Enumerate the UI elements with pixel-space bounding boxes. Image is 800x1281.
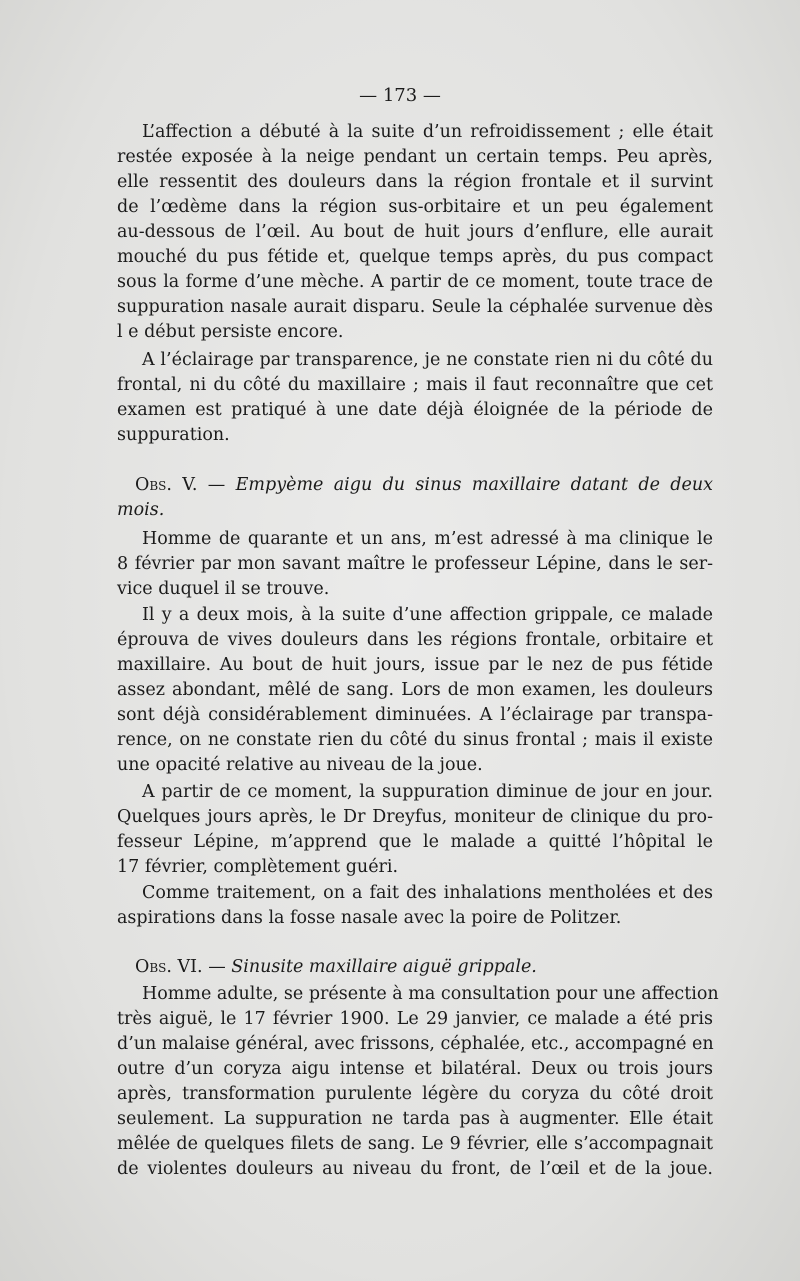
text-line: restée exposée à la neige pendant un certain temps. Peu après, <box>117 147 713 167</box>
text-line: sont déjà considérablement diminuées. A l’éclairage par transpa- <box>117 705 713 725</box>
heading-dash: — <box>202 957 232 977</box>
observation-title-continued: mois. <box>117 500 165 520</box>
observation-heading <box>135 473 713 498</box>
text-line: d’un malaise général, avec frissons, céphalée, etc., accompagné en <box>117 1034 714 1054</box>
observation-heading <box>135 955 713 980</box>
text-line: 8 février par mon savant maître le professeur Lépine, dans le ser- <box>117 554 713 574</box>
text-line: mêlée de quelques filets de sang. Le 9 février, elle s’accompagnait <box>117 1134 713 1154</box>
text-line: une opacité relative au niveau de la joue. <box>117 755 483 775</box>
observation-title: Empyème aigu du sinus maxillaire datant de deux <box>235 475 713 495</box>
text-line: sous la forme d’une mèche. A partir de ce moment, toute trace de <box>117 272 713 292</box>
text-line: l e début persiste encore. <box>117 322 344 342</box>
text-line: examen est pratiqué à une date déjà éloignée de la période de <box>117 400 713 420</box>
text-line: frontal, ni du côté du maxillaire ; mais il faut reconnaître que cet <box>117 375 713 395</box>
text-line: au-dessous de l’œil. Au bout de huit jours d’enflure, elle aurait <box>117 222 713 242</box>
text-line: mouché du pus fétide et, quelque temps après, du pus compact <box>117 247 713 267</box>
text-line: Quelques jours après, le Dr Dreyfus, moniteur de clinique du pro- <box>117 807 713 827</box>
text-line: suppuration nasale aurait disparu. Seule la céphalée survenue dès <box>117 297 713 317</box>
text-line: assez abondant, mêlé de sang. Lors de mon examen, les douleurs <box>117 680 713 700</box>
text-line: aspirations dans la fosse nasale avec la poire de Politzer. <box>117 908 622 928</box>
text-line: de l’œdème dans la région sus-orbitaire et un peu également <box>117 197 713 217</box>
text-line: très aiguë, le 17 février 1900. Le 29 janvier, ce malade a été pris <box>117 1009 713 1029</box>
text-line: maxillaire. Au bout de huit jours, issue par le nez de pus fétide <box>117 655 713 675</box>
text-line: seulement. La suppuration ne tarda pas à augmenter. Elle était <box>117 1109 713 1129</box>
page-number: — 173 — <box>359 85 441 106</box>
heading-dash: — <box>197 475 236 495</box>
text-line: Il y a deux mois, à la suite d’une affection grippale, ce malade <box>142 605 713 625</box>
text-line: Homme de quarante et un ans, m’est adressé à ma clinique le <box>142 529 713 549</box>
text-line: rence, on ne constate rien du côté du sinus frontal ; mais il existe <box>117 730 713 750</box>
text-line: Homme adulte, se présente à ma consultation pour une affection <box>142 984 719 1004</box>
text-line: Comme traitement, on a fait des inhalations mentholées et des <box>142 883 713 903</box>
text-line: suppuration. <box>117 425 230 445</box>
observation-label: Obs. VI. <box>135 957 203 977</box>
text-line: A partir de ce moment, la suppuration diminue de jour en jour. <box>142 782 713 802</box>
text-line: elle ressentit des douleurs dans la région frontale et il survint <box>117 172 713 192</box>
text-line: vice duquel il se trouve. <box>117 579 330 599</box>
text-line: L’affection a débuté à la suite d’un refroidissement ; elle était <box>142 122 713 142</box>
text-line: outre d’un coryza aigu intense et bilatéral. Deux ou trois jours <box>117 1059 713 1079</box>
observation-title: Sinusite maxillaire aiguë grippale. <box>231 957 537 977</box>
text-line: de violentes douleurs au niveau du front, de l’œil et de la joue. <box>117 1159 713 1179</box>
text-line: fesseur Lépine, m’apprend que le malade a quitté l’hôpital le <box>117 832 713 852</box>
observation-label: Obs. V. <box>135 475 198 495</box>
text-line: éprouva de vives douleurs dans les régions frontale, orbitaire et <box>117 630 713 650</box>
text-line: 17 février, complètement guéri. <box>117 857 399 877</box>
text-line: A l’éclairage par transparence, je ne constate rien ni du côté du <box>142 350 713 370</box>
text-line: après, transformation purulente légère du coryza du côté droit <box>117 1084 713 1104</box>
